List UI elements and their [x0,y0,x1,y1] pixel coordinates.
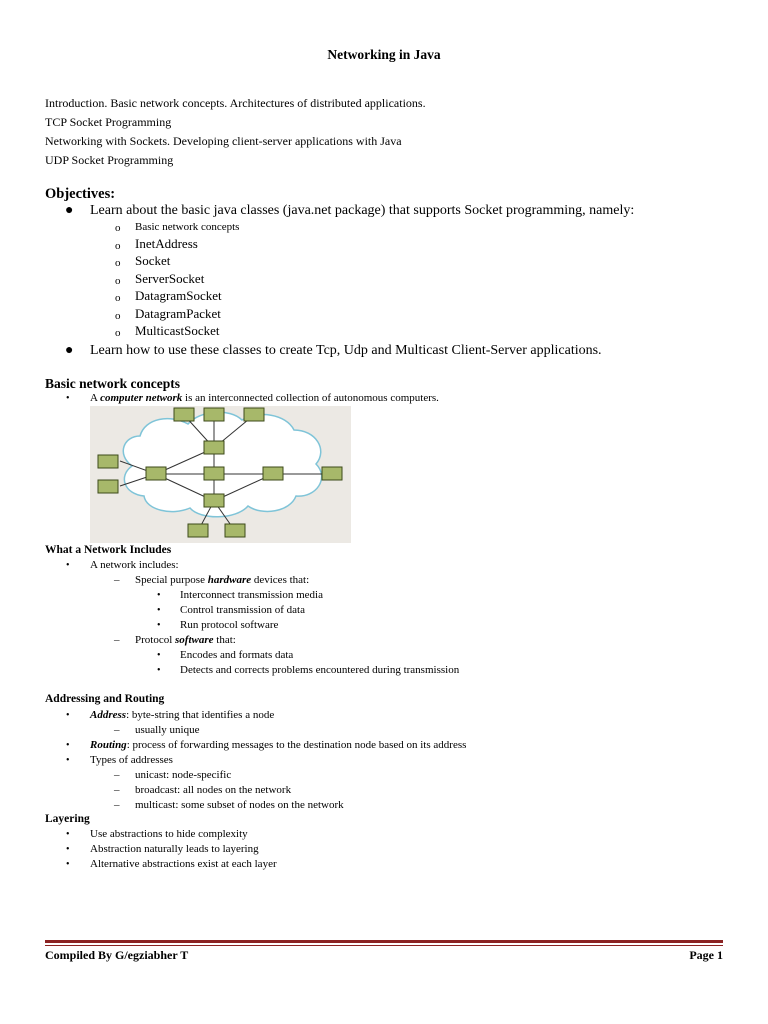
list-item: unicast: node-specific [135,769,232,781]
dash-icon: – [114,634,120,646]
list-item: Abstraction naturally leads to layering [90,843,259,855]
list-item: Routing: process of forwarding messages to the destination node based on its address [90,739,467,751]
class-item: Basic network concepts [135,221,240,233]
bullet-icon: • [66,859,70,870]
footer-author: Compiled By G/egziabher T [45,948,189,962]
bullet-icon: ● [65,203,74,218]
network-diagram [90,406,351,543]
list-item: Protocol software that: [135,634,236,646]
list-item: usually unique [135,724,200,736]
class-item: ServerSocket [135,271,205,286]
class-item: DatagramPacket [135,306,221,321]
class-item: InetAddress [135,236,198,251]
circle-bullet-icon: o [115,327,121,339]
circle-bullet-icon: o [115,222,121,234]
bullet-icon: • [66,710,70,721]
list-item: Control transmission of data [180,604,305,616]
dash-icon: – [114,724,120,736]
node [322,467,342,480]
bullet-icon: ● [65,343,74,358]
dash-icon: – [114,574,120,586]
node [225,524,245,537]
bullet-icon: • [157,665,161,676]
definition-text: A computer network is an interconnected collection of autonomous computers. [90,392,439,404]
node [188,524,208,537]
circle-bullet-icon: o [115,310,121,322]
circle-bullet-icon: o [115,257,121,269]
list-item: Special purpose hardware devices that: [135,574,310,586]
intro-line: Networking with Sockets. Developing client-server applications with Java [45,134,402,148]
footer-rule [45,940,723,943]
page-title: Networking in Java [327,47,441,62]
class-item: MulticastSocket [135,323,220,338]
section-heading: Addressing and Routing [45,693,165,705]
bullet-icon: • [66,560,70,571]
list-item: Address: byte-string that identifies a node [90,709,275,721]
node [263,467,283,480]
list-item: Types of addresses [90,754,173,766]
bullet-icon: • [66,393,70,404]
list-item: Alternative abstractions exist at each layer [90,858,277,870]
dash-icon: – [114,769,120,781]
bullet-icon: • [66,740,70,751]
bullet-icon: • [66,844,70,855]
class-item: Socket [135,253,171,268]
dash-icon: – [114,799,120,811]
footer-rule [45,945,723,946]
objective-item: Learn about the basic java classes (java.net package) that supports Socket programming, namely: [90,203,635,218]
dash-icon: – [114,784,120,796]
node [204,494,224,507]
node [146,467,166,480]
node [204,441,224,454]
bullet-icon: • [157,620,161,631]
intro-line: TCP Socket Programming [45,115,172,129]
node [204,408,224,421]
section-heading: Layering [45,813,90,825]
circle-bullet-icon: o [115,275,121,287]
bullet-icon: • [157,650,161,661]
node [98,455,118,468]
section-heading: What a Network Includes [45,544,172,556]
list-item: Detects and corrects problems encountered during transmission [180,664,460,676]
node [98,480,118,493]
list-item: Interconnect transmission media [180,589,323,601]
list-item: A network includes: [90,559,179,571]
list-item: Use abstractions to hide complexity [90,828,248,840]
circle-bullet-icon: o [115,292,121,304]
list-item: Run protocol software [180,619,279,631]
node [244,408,264,421]
objective-item: Learn how to use these classes to create Tcp, Udp and Multicast Client-Server applications. [90,343,602,358]
bullet-icon: • [66,755,70,766]
bullet-icon: • [66,829,70,840]
page-number: Page 1 [689,948,723,962]
bullet-icon: • [157,590,161,601]
node [204,467,224,480]
circle-bullet-icon: o [115,240,121,252]
node [174,408,194,421]
objectives-heading: Objectives: [45,186,116,202]
list-item: broadcast: all nodes on the network [135,784,292,796]
bullet-icon: • [157,605,161,616]
list-item: multicast: some subset of nodes on the network [135,799,344,811]
list-item: Encodes and formats data [180,649,294,661]
class-item: DatagramSocket [135,288,222,303]
intro-line: UDP Socket Programming [45,153,174,167]
intro-line: Introduction. Basic network concepts. Architectures of distributed applications. [45,96,426,110]
section-heading: Basic network concepts [45,376,180,391]
